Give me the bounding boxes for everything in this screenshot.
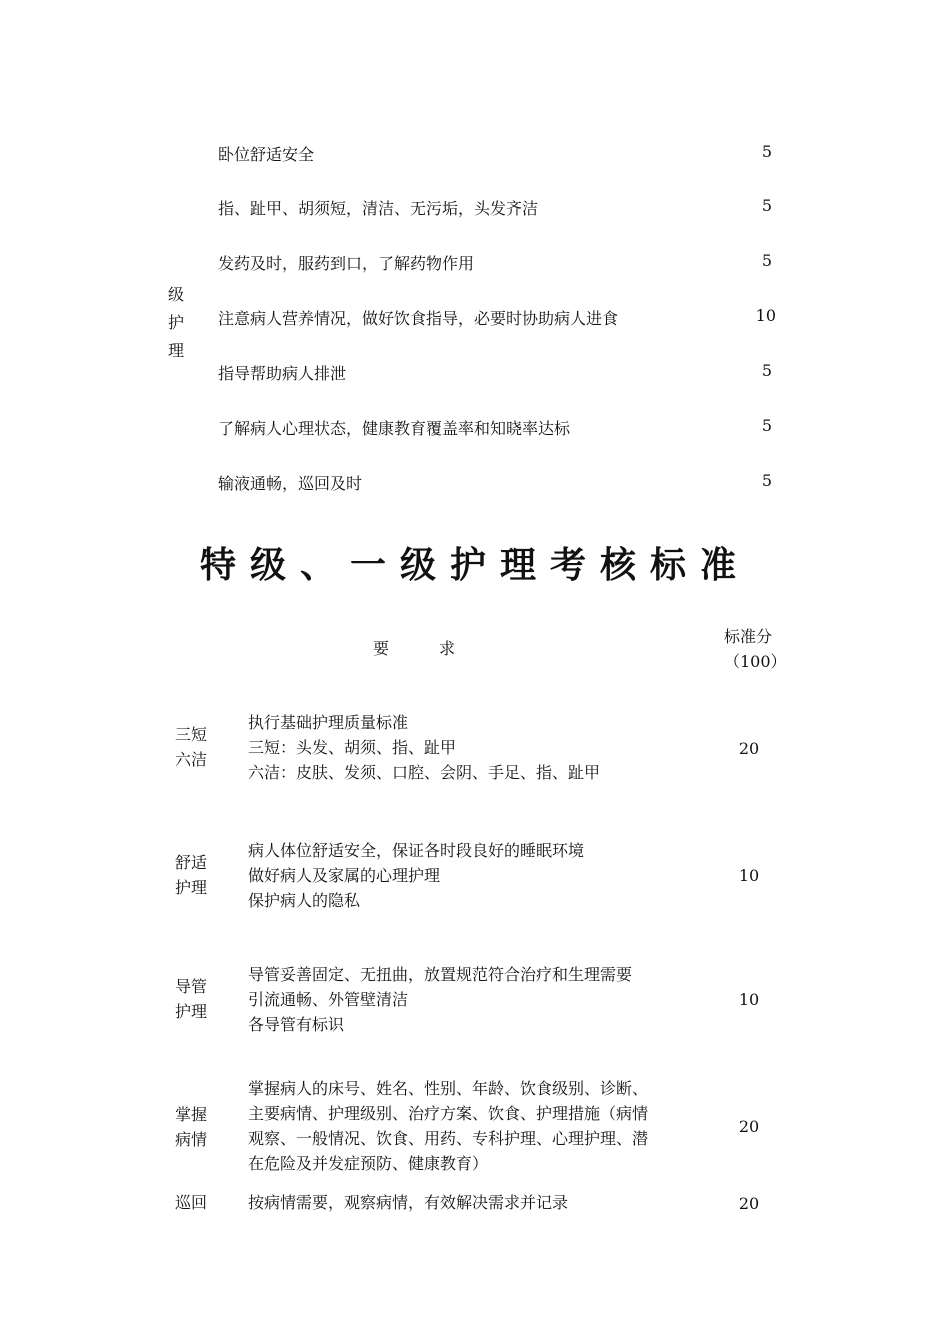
criteria-item: 发药及时，服药到口，了解药物作用: [218, 254, 475, 273]
requirement-line: 引流通畅、外管壁清洁: [248, 990, 409, 1009]
criteria-score: 5: [761, 142, 772, 161]
row-requirements: [248, 1190, 688, 1215]
row-category-line: 舒适: [175, 853, 208, 872]
criteria-score: 10: [755, 306, 776, 325]
row-category: [175, 974, 225, 1024]
row-category-line: 巡回: [175, 1193, 208, 1212]
requirement-line: 执行基础护理质量标准: [248, 713, 409, 732]
criteria-item: 卧位舒适安全: [218, 145, 315, 164]
criteria-item: 了解病人心理状态，健康教育覆盖率和知晓率达标: [218, 419, 571, 438]
requirement-line: 保护病人的隐私: [248, 891, 361, 910]
row-score: 20: [738, 739, 760, 758]
criteria-score: 5: [761, 361, 772, 380]
row-category: [175, 1102, 225, 1152]
row-category-line: 护理: [175, 1002, 208, 1021]
criteria-score: 5: [761, 196, 772, 215]
row-category-line: 病情: [175, 1130, 208, 1149]
requirement-line: 三短：头发、胡须、指、趾甲: [248, 738, 457, 757]
row-score: 10: [738, 866, 760, 885]
requirement-line: 掌握病人的床号、姓名、性别、年龄、饮食级别、诊断、: [248, 1079, 649, 1098]
requirement-line: 各导管有标识: [248, 1015, 345, 1034]
requirement-line: 导管妥善固定、无扭曲，放置规范符合治疗和生理需要: [248, 965, 633, 984]
requirement-line: 主要病情、护理级别、治疗方案、饮食、护理措施（病情: [248, 1104, 649, 1123]
header-requirement-char: 要: [373, 639, 390, 658]
header-score-label: 标准分: [724, 627, 773, 646]
header-requirement-char: 求: [439, 639, 456, 658]
row-category: [175, 722, 225, 772]
row-category-line: 导管: [175, 977, 208, 996]
criteria-item: 指、趾甲、胡须短，清洁、无污垢，头发齐洁: [218, 199, 539, 218]
section-label: [168, 281, 188, 365]
row-score: 20: [738, 1194, 760, 1213]
requirement-line: 观察、一般情况、饮食、用药、专科护理、心理护理、潜: [248, 1129, 649, 1148]
row-category-line: 三短: [175, 725, 208, 744]
criteria-item: 注意病人营养情况，做好饮食指导，必要时协助病人进食: [218, 309, 619, 328]
requirement-line: 病人体位舒适安全，保证各时段良好的睡眠环境: [248, 841, 585, 860]
requirement-line: 六洁：皮肤、发须、口腔、会阴、手足、指、趾甲: [248, 763, 601, 782]
row-category-line: 六洁: [175, 750, 208, 769]
row-requirements: [248, 710, 688, 785]
row-category-line: 掌握: [175, 1105, 208, 1124]
row-score: 20: [738, 1117, 760, 1136]
requirement-line: 在危险及并发症预防、健康教育）: [248, 1154, 489, 1173]
row-score: 10: [738, 990, 760, 1009]
row-requirements: [248, 962, 688, 1037]
row-requirements: [248, 838, 688, 913]
row-category: [175, 850, 225, 900]
row-category-line: 护理: [175, 878, 208, 897]
section-label-char: 护: [168, 313, 185, 332]
section-label-char: 理: [168, 341, 185, 360]
section-label-char: 级: [168, 285, 185, 304]
criteria-score: 5: [761, 471, 772, 490]
criteria-item: 输液通畅，巡回及时: [218, 474, 363, 493]
row-category: [175, 1190, 225, 1215]
criteria-score: 5: [761, 251, 772, 270]
requirement-line: 做好病人及家属的心理护理: [248, 866, 441, 885]
page-title: 特级、一级护理考核标准: [199, 545, 750, 586]
requirement-line: 按病情需要，观察病情，有效解决需求并记录: [248, 1193, 569, 1212]
criteria-score: 5: [761, 416, 772, 435]
header-score-total: （100）: [724, 652, 787, 671]
criteria-item: 指导帮助病人排泄: [218, 364, 347, 383]
row-requirements: [248, 1076, 688, 1176]
